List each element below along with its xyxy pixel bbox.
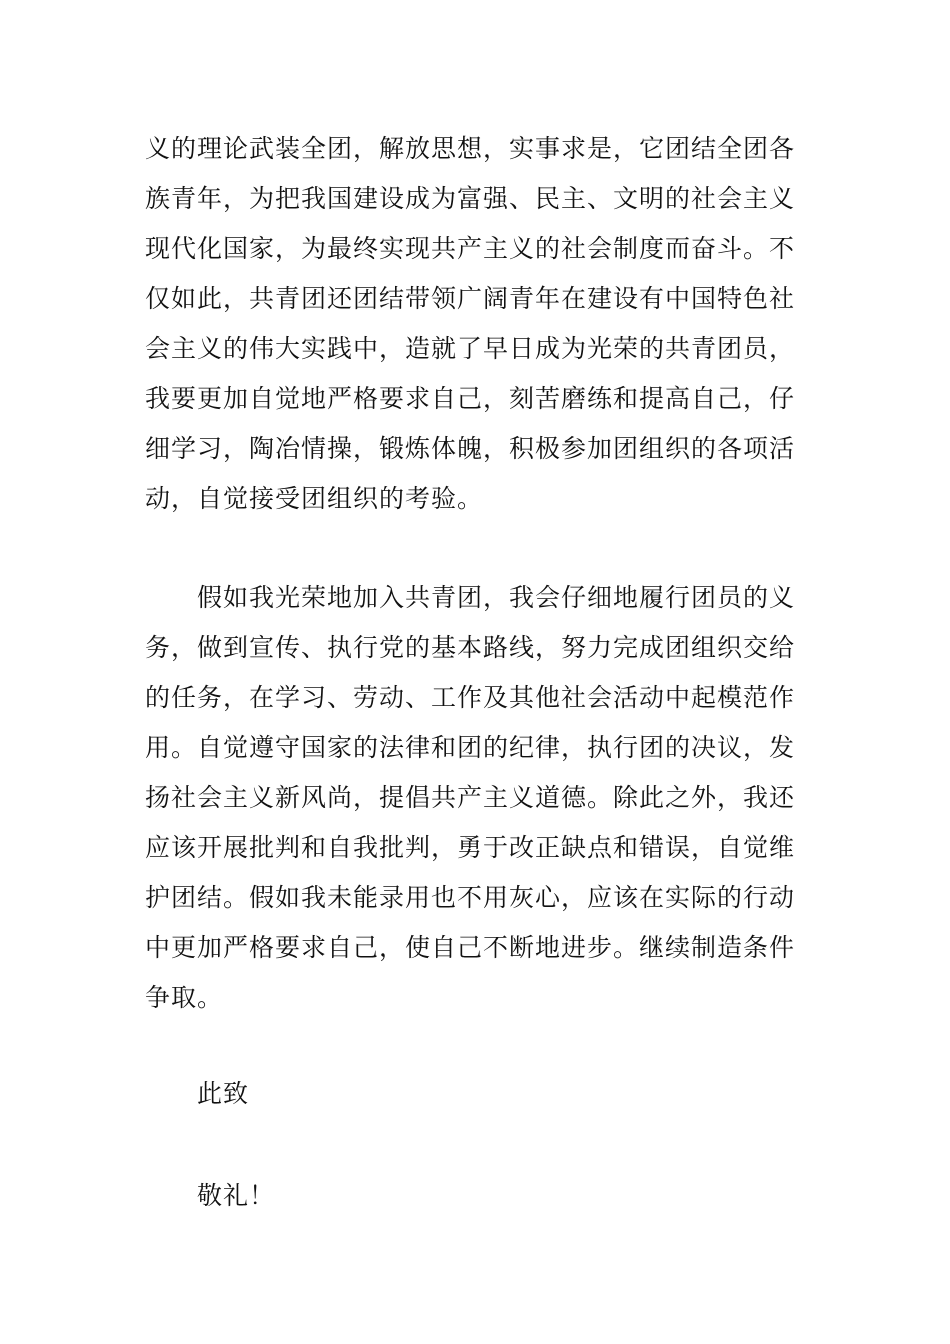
paragraph-2-line: 假如我光荣地加入共青团，我会仔细地履行团员的义 bbox=[197, 583, 796, 612]
paragraph-1-line: 义的理论武装全团，解放思想，实事求是，它团结全团各 bbox=[145, 134, 796, 163]
paragraph-2-line: 应该开展批判和自我批判，勇于改正缺点和错误，自觉维 bbox=[145, 833, 796, 862]
paragraph-1-line: 现代化国家，为最终实现共产主义的社会制度而奋斗。不 bbox=[145, 234, 796, 263]
paragraph-2-line: 中更加严格要求自己，使自己不断地进步。继续制造条件 bbox=[145, 933, 796, 962]
paragraph-1-line: 仅如此，共青团还团结带领广阔青年在建设有中国特色社 bbox=[145, 284, 796, 313]
closing-salutation: 此致 bbox=[197, 1079, 250, 1108]
paragraph-1-line: 细学习，陶冶情操，锻炼体魄，积极参加团组织的各项活 bbox=[145, 434, 796, 463]
paragraph-2-line: 扬社会主义新风尚，提倡共产主义道德。除此之外，我还 bbox=[145, 783, 796, 812]
paragraph-2-line: 的任务，在学习、劳动、工作及其他社会活动中起模范作 bbox=[145, 683, 796, 712]
paragraph-2-line: 务，做到宣传、执行党的基本路线，努力完成团组织交给 bbox=[145, 633, 796, 662]
paragraph-2-line: 争取。 bbox=[145, 983, 224, 1012]
closing-regards: 敬礼！ bbox=[197, 1181, 276, 1210]
paragraph-1-line: 会主义的伟大实践中，造就了早日成为光荣的共青团员， bbox=[145, 334, 796, 363]
paragraph-2-line: 用。自觉遵守国家的法律和团的纪律，执行团的决议，发 bbox=[145, 733, 796, 762]
paragraph-1-line: 族青年，为把我国建设成为富强、民主、文明的社会主义 bbox=[145, 184, 796, 213]
paragraph-2-line: 护团结。假如我未能录用也不用灰心，应该在实际的行动 bbox=[145, 883, 796, 912]
paragraph-1-line: 动，自觉接受团组织的考验。 bbox=[145, 484, 484, 513]
paragraph-1-line: 我要更加自觉地严格要求自己，刻苦磨练和提高自己，仔 bbox=[145, 384, 796, 413]
